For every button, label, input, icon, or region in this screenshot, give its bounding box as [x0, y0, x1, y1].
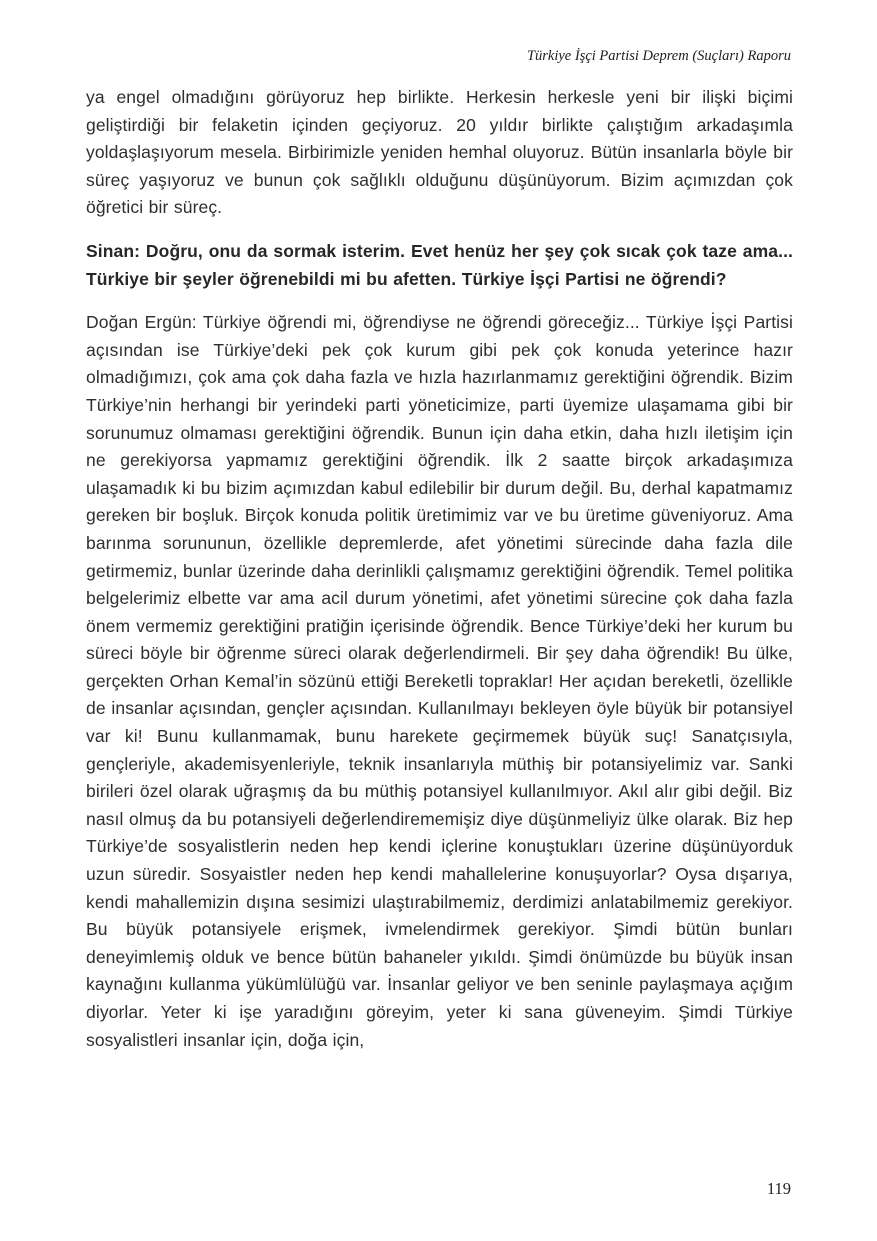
interviewee-answer: Doğan Ergün: Türkiye öğrendi mi, öğrendiyse ne öğrendi göreceğiz... Türkiye İşçi Partisi açısından ise Türkiye’deki pek çok kurum gibi pek çok konuda yeterince hazır olmadığımızı, çok ama çok daha fazla ve hızla hazırlanmamız gerektiğini öğrendik. Bizim Türkiye’nin herhangi bir yerindeki parti yöneticimize, parti üyemize ulaşamama gibi bir sorunumuz olmaması gerektiğini öğrendik. Bunun için daha etkin, daha hızlı iletişim için ne gerekiyorsa yapmamız gerektiğini öğrendik. İlk 2 saatte birçok arkadaşımıza ulaşamadık ki bu bizim açımızdan kabul edilebilir bir durum değil. Bu, derhal kapatmamız gereken bir boşluk. Birçok konuda politik üretimimiz var ve bu üretime güveniyoruz. Ama barınma sorununun, özellikle depremlerde, afet yönetimi sürecinde daha fazla dile getirmemiz, bunlar üzerinde daha derinlikli çalışmamız gerektiğini öğrendik. Temel politika belgelerimiz elbette var ama acil durum yönetimi, afet yönetimi sürecine çok daha fazla önem vermemiz gerektiğini pratiğin içerisinde öğrendik. Bence Türkiye’deki her kurum bu süreci böyle bir öğrenme süreci olarak değerlendirmeli. Bir şey daha öğrendik! Bu ülke, gerçekten Orhan Kemal’in sözünü ettiği Bereketli topraklar! Her açıdan bereketli, özellikle de insanlar açısından, gençler açısından. Kullanılmayı bekleyen öyle büyük bir potansiyel var ki! Bunu kullanmamak, bunu harekete geçirmemek büyük suç! Sanatçısıyla, gençleriyle, akademisyenleriyle, teknik insanlarıyla müthiş bir potansiyelimiz var. Sanki birileri özel olarak uğraşmış da bu müthiş potansiyel kullanılmıyor. Akıl alır gibi değil. Biz nasıl olmuş da bu potansiyeli değerlendirememişiz diye düşünmeliyiz ülke olarak. Biz hep Türkiye’de sosyalistlerin neden hep kendi içlerine konuştukları üzerine düşünüyorduk uzun süredir. Sosyaistler neden hep kendi mahallelerine konuşuyorlar? Oysa dışarıya, kendi mahallemizin dışına sesimizi ulaştırabilmemiz, derdimizi anlatabilmemiz gerekiyor. Bu büyük potansiyele erişmek, ivmelendirmek gerekiyor. Şimdi bütün bunları deneyimlemiş olduk ve bence bütün bahaneler yıkıldı. Şimdi önümüzde bu büyük insan kaynağını kullanma yükümlülüğü var. İnsanlar geliyor ve ben seninle paylaşmaya açığım diyorlar. Yeter ki işe yaradığını göreyim, yeter ki sana güveneyim. Şimdi Türkiye sosyalistleri insanlar için, doğa için, [86, 312, 793, 1050]
running-header: Türkiye İşçi Partisi Deprem (Suçları) Raporu [526, 48, 791, 64]
paragraph-continuation: ya engel olmadığını görüyoruz hep birlikte. Herkesin herkesle yeni bir ilişki biçimi geliştirdiği bir felaketin içinden geçiyoruz. 20 yıldır birlikte çalıştığım arkadaşımla yoldaşlaşıyorum mesela. Birbirimizle yeniden hemhal oluyoruz. Bütün insanlarla böyle bir süreç yaşıyoruz ve bunun çok sağlıklı olduğunu düşünüyorum. Bizim açımızdan çok öğretici bir süreç. [86, 87, 793, 218]
page-number: 119 [766, 1179, 791, 1198]
interviewer-question: Sinan: Doğru, onu da sormak isterim. Evet henüz her şey çok sıcak çok taze ama... Türkiye bir şeyler öğrenebildi mi bu afetten. Türkiye İşçi Partisi ne öğrendi? [86, 240, 793, 289]
body-text [86, 84, 793, 1067]
